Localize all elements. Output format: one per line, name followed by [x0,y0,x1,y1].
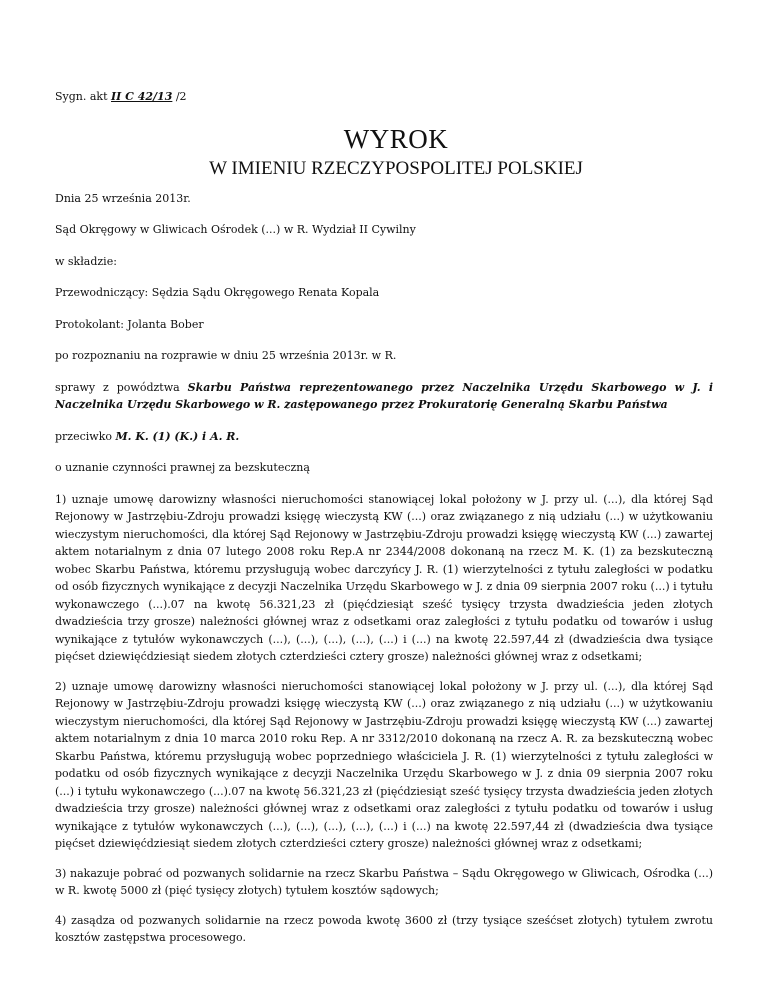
case-signature-suffix: /2 [172,90,187,103]
ruling-point-3: 3) nakazuje pobrać od pozwanych solidarnie na rzecz Skarbu Państwa – Sądu Okręgowego w Gliwicach, Ośrodka (...) w R. kwotę 5000 zł (pięć tysięcy złotych) tytułem kosztów sądowych; [55,866,713,897]
court-name: Sąd Okręgowy w Gliwicach Ośrodek (...) w R. Wydział II Cywilny [55,223,416,236]
case-signature [55,88,713,106]
case-subject: o uznanie czynności prawnej za bezskuteczną [55,461,310,474]
case-signature-prefix: Sygn. akt [55,90,112,103]
defendants-statement [55,428,713,446]
defendants-names: M. K. (1) (K.) i A. R. [115,429,240,443]
document-title: WYROK [343,123,449,154]
document-subtitle: W IMIENIU RZECZYPOSPOLITEJ POLSKIEJ [209,157,583,179]
claim-statement [55,379,713,414]
hearing-info: po rozpoznaniu na rozprawie w dniu 25 września 2013r. w R. [55,349,397,362]
claim-prefix: sprawy z powództwa [55,380,188,394]
judgment-date: Dnia 25 września 2013r. [55,191,191,205]
presiding-judge: Przewodniczący: Sędzia Sądu Okręgowego Renata Kopala [55,286,380,299]
plaintiff-name: Skarbu Państwa reprezentowanego przez Naczelnika Urzędu Skarbowego w J. i Naczelnika Urzędu Skarbowego w R. zastępowanego przez Prokuratorię Generalną Skarbu Państwa [55,380,713,411]
ruling-point-2: 2) uznaje umowę darowizny własności nieruchomości stanowiącej lokal położony w J. przy ul. (...), dla której Sąd Rejonowy w Jastrzębiu-Zdroju prowadzi księgę wieczystą KW (...) oraz związanego z nią udziału (...) w użytkowaniu wieczystym nieruchomości, dla której Sąd Rejonowy w Jastrzębiu-Zdroju prowadzi księgę wieczystą KW (...) zawartej aktem notarialnym z dnia 10 marca 2010 roku Rep. A nr 3312/2010 dokonaną na rzecz A. R. za bezskuteczną wobec Skarbu Państwa, któremu przysługują wobec poprzedniego właściciela J. R. (1) wierzytelności z tytułu zaległości w podatku od osób fizycznych wynikające z decyzji Naczelnika Urzędu Skarbowego w J. z dnia 09 sierpnia 2007 roku (...) i tytułu wykonawczego (...).07 na kwotę 56.321,23 zł (pięćdziesiąt sześć tysięcy trzysta dwadzieścia jeden złotych dwadzieścia trzy grosze) należności głównej wraz z odsetkami oraz zaległości z tytułu podatku od towarów i usług wynikające z tytułów wykonawczych (...), (...), (...), (...), (...) i (...) na kwotę 22.597,44 zł (dwadzieścia dwa tysiące pięćset dziewięćdziesiąt siedem złotych czterdzieści cztery grosze) należności głównej wraz z odsetkami; [55,679,713,850]
ruling-point-4: 4) zasądza od pozwanych solidarnie na rzecz powoda kwotę 3600 zł (trzy tysiące sześćset złotych) tytułem zwrotu kosztów zastępstwa procesowego. [55,913,713,944]
case-number-link[interactable]: II C 42/13 [111,90,173,103]
ruling-point-1: 1) uznaje umowę darowizny własności nieruchomości stanowiącej lokal położony w J. przy ul. (...), dla której Sąd Rejonowy w Jastrzębiu-Zdroju prowadzi księgę wieczystą KW (...) oraz związanego z nią udziału (...) w użytkowaniu wieczystym nieruchomości, dla której Sąd Rejonowy w Jastrzębiu-Zdroju prowadzi księgę wieczystą KW (...) zawartej aktem notarialnym z dnia 07 lutego 2008 roku Rep.A nr 2344/2008 dokonaną na rzecz M. K. (1) za bezskuteczną wobec Skarbu Państwa, któremu przysługują wobec darczyńcy J. R. (1) wierzytelności z tytułu zaległości w podatku od osób fizycznych wynikające z decyzji Naczelnika Urzędu Skarbowego w J. z dnia 09 sierpnia 2007 roku (...) i tytułu wykonawczego (...).07 na kwotę 56.321,23 zł (pięćdziesiąt sześć tysięcy trzysta dwadzieścia jeden złotych dwadzieścia trzy grosze) należności głównej wraz z odsetkami oraz zaległości z tytułu podatku od towarów i usług wynikające z tytułów wykonawczych (...), (...), (...), (...), (...) i (...) na kwotę 22.597,44 zł (dwadzieścia dwa tysiące pięćset dziewięćdziesiąt siedem złotych czterdzieści cztery grosze) należności głównej wraz z odsetkami; [55,492,713,663]
court-clerk: Protokolant: Jolanta Bober [55,317,204,331]
defendants-prefix: przeciwko [55,429,116,443]
composition-label: w składzie: [55,254,117,268]
